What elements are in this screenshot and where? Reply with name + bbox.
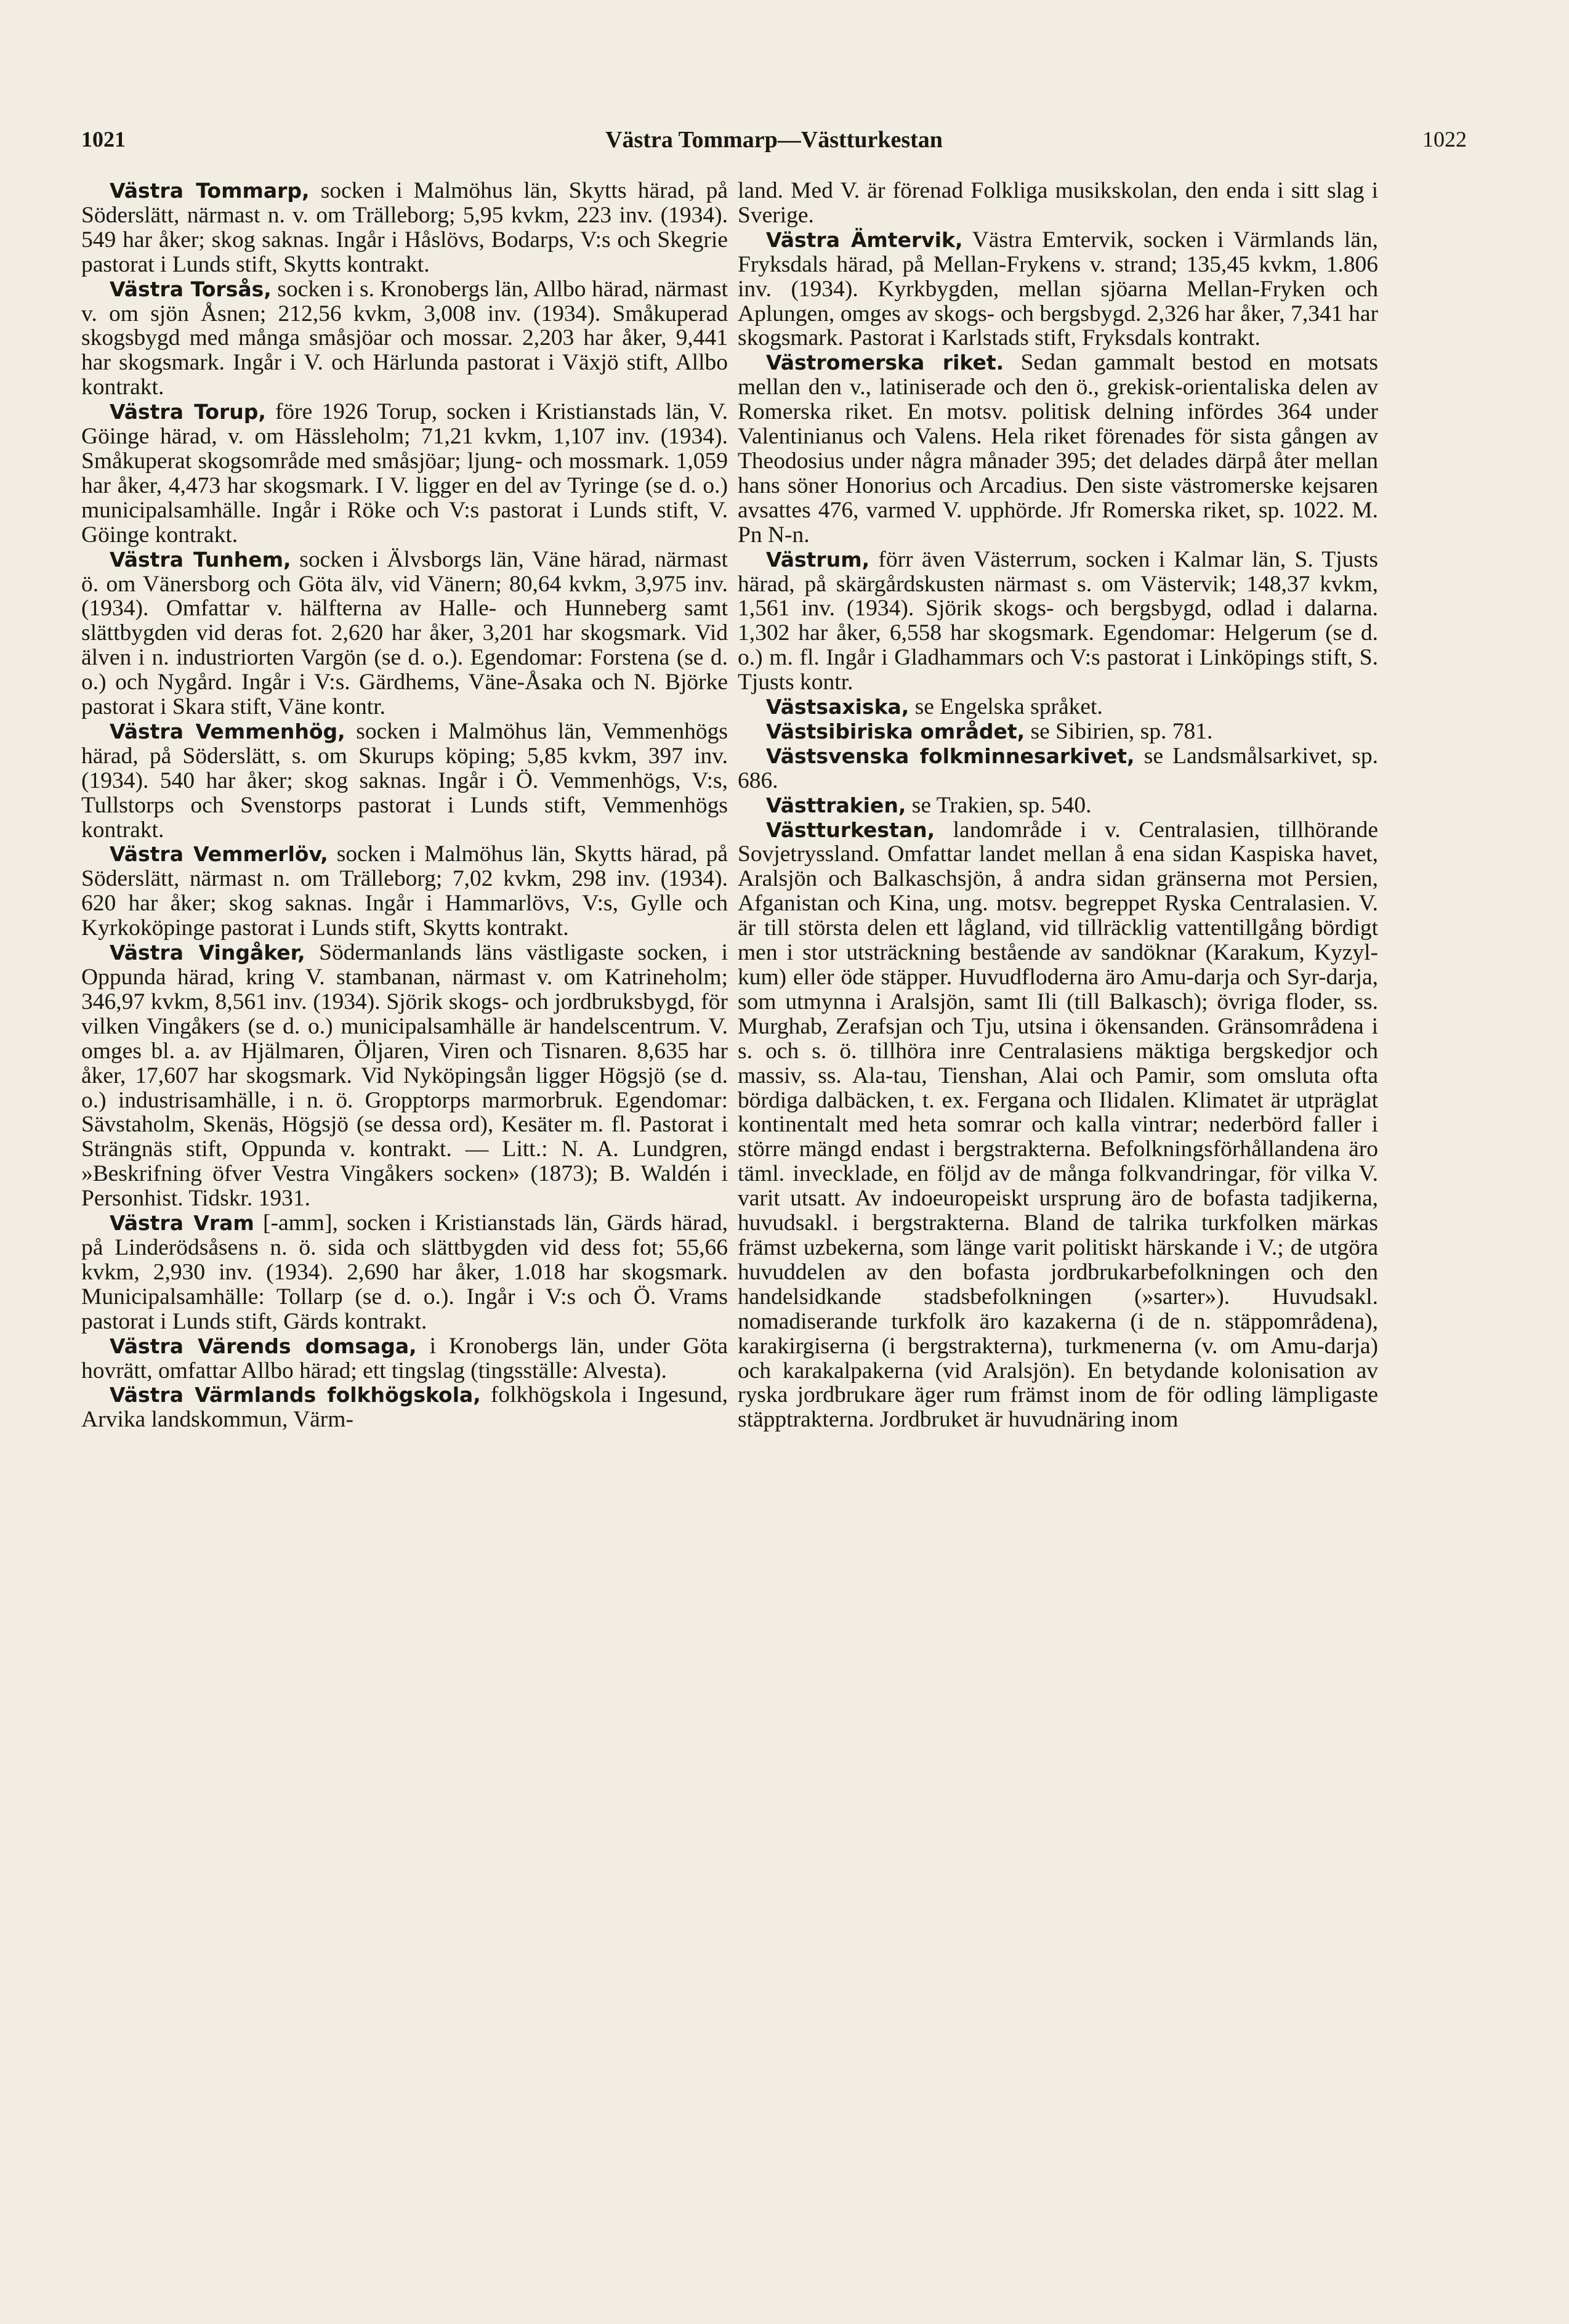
article-entry [81,1211,728,1334]
article-entry [738,719,1378,744]
article-entry [81,941,728,1211]
article-entry [738,695,1378,719]
article-entry [81,842,728,941]
article-entry [81,548,728,719]
entry-text: socken i s. Kronobergs län, Allbo härad, närmast v. om sjön Åsnen; 212,56 kvkm, 3,008 inv. (1934). Småkuperad skogsbygd med många småsjöar och mossar. 2,203 har åker, 9,441 har skogsmark. Ingår i V. och Härlunda pastorat i Växjö stift, Allbo kontrakt. [81,276,728,400]
article-entry [738,793,1378,818]
article-entry [738,818,1378,1433]
article-entry [81,400,728,547]
entry-text: socken i Älvsborgs län, Väne härad, närmast ö. om Vänersborg och Göta älv, vid Vänern; 80,64 kvkm, 3,975 inv. (1934). Omfattar v. hälfterna av Halle- och Hunneberg samt slättbygden vid deras fot. 2,620 har åker, 3,201 har skogsmark. Vid älven i n. industriorten Vargön (se d. o.). Egendomar: Forstena (se d. o.) och Nygård. Ingår i V:s. Gärdhems, Väne-Åsaka och N. Björke pastorat i Skara stift, Väne kontr. [81,546,728,720]
page-number-left: 1021 [81,127,126,152]
entry-text: se Engelska språket. [909,694,1103,720]
entry-headword: Västrum, [766,547,870,572]
entry-text: land. Med V. är förenad Folkliga musikskolan, den enda i sitt slag i Sverige. [738,178,1378,228]
entry-headword: Västturkestan, [766,817,935,842]
entry-text: före 1926 Torup, socken i Kristianstads län, V. Göinge härad, v. om Hässleholm; 71,21 kvkm, 1,107 inv. (1934). Småkuperat skogsområde med småsjöar; ljung- och mossmark. 1,059 har åker, 4,473 har skogsmark. I V. ligger en del av Tyringe (se d. o.) municipalsamhälle. Ingår i Röke och V:s pastorat i Lunds stift, V. Göinge kontrakt. [81,399,728,548]
entry-text: Sedan gammalt bestod en motsats mellan den v., latiniserade och den ö., grekisk-orientaliska delen av Romerska riket. En motsv. politisk delning infördes 364 under Valentinianus och Valens. Hela riket förenades för sista gången av Theodosius under några månader 395; det delades därpå åter mellan hans söner Honorius och Arcadius. Den siste västromerske kejsaren avsattes 476, varmed V. upphörde. Jfr Romerska riket, sp. 1022. M. Pn N-n. [738,350,1378,548]
entry-text: socken i Malmöhus län, Skytts härad, på Söderslätt, närmast n. v. om Trälleborg; 5,95 kvkm, 223 inv. (1934). 549 har åker; skog saknas. Ingår i Håslövs, Bodarps, V:s och Skegrie pastorat i Lunds stift, Skytts kontrakt. [81,178,728,277]
article-entry [738,228,1378,351]
entry-text: se Landsmålsarkivet, sp. 686. [738,743,1379,793]
page-number-right: 1022 [1422,127,1467,152]
entry-headword: Västra Vemmerlöv, [110,842,328,867]
article-entry [738,179,1378,228]
article-entry [81,277,728,400]
entry-headword: Västsibiriska området, [766,719,1025,743]
entry-headword: Västra Vram [110,1211,254,1236]
entry-text: [-amm], socken i Kristianstads län, Gärds härad, på Linderödsåsens n. ö. sida och slättbygden vid dess fot; 55,66 kvkm, 2,930 inv. (1934). 2,690 har åker, 1.018 har skogsmark. Municipalsamhälle: Tollarp (se d. o.). Ingår i V:s och Ö. Vrams pastorat i Lunds stift, Gärds kontrakt. [81,1210,728,1334]
article-entry [738,744,1378,793]
entry-headword: Västra Tommarp, [110,179,310,203]
entry-text: se Trakien, sp. 540. [906,792,1092,818]
entry-headword: Västra Torsås, [110,277,272,301]
page-header [81,126,1467,163]
article-entry [738,548,1378,695]
running-title: Västra Tommarp—Västturkestan [605,127,943,153]
entry-headword: Västtrakien, [766,793,906,817]
entry-headword: Västsvenska folkminnesarkivet, [766,743,1135,768]
entry-text: se Sibirien, sp. 781. [1025,718,1213,744]
article-entry [81,719,728,843]
entry-text: i Kronobergs län, under Göta hovrätt, omfattar Allbo härad; ett tingslag (tingsställe: Alvesta). [81,1333,728,1383]
entry-text: socken i Malmöhus län, Vemmenhögs härad, på Söderslätt, s. om Skurups köping; 5,85 kvkm, 397 inv. (1934). 540 har åker; skog saknas. Ingår i Ö. Vemmenhögs, V:s, Tullstorps och Svenstorps pastorat i Lunds stift, Vemmenhögs kontrakt. [81,718,728,843]
entry-headword: Västsaxiska, [766,695,910,719]
article-entry [81,179,728,277]
left-column [81,179,728,1432]
article-entry [738,350,1378,547]
entry-headword: Västromerska riket. [766,350,1004,375]
entry-headword: Västra Värends domsaga, [110,1334,417,1358]
article-entry [81,1383,728,1432]
entry-text: folkhögskola i Ingesund, Arvika landskommun, Värm- [81,1382,728,1433]
entry-headword: Västra Värmlands folkhögskola, [110,1383,481,1407]
entry-text: förr även Västerrum, socken i Kalmar län, S. Tjusts härad, på skärgårdskusten närmast s. om Västervik; 148,37 kvkm, 1,561 inv. (1934). Sjörik skogs- och bergsbygd, odlad i dalarna. 1,302 har åker, 6,558 har skogsmark. Egendomar: Helgerum (se d. o.) m. fl. Ingår i Gladhammars och V:s pastorat i Linköpings stift, S. Tjusts kontr. [738,546,1378,695]
entry-text: Södermanlands läns västligaste socken, i Oppunda härad, kring V. stambanan, närmast v. om Katrineholm; 346,97 kvkm, 8,561 inv. (1934). Sjörik skogs- och jordbruksbygd, för vilken Vingåkers (se d. o.) municipalsamhälle är handelscentrum. V. omges bl. a. av Hjälmaren, Öljaren, Viren och Tisnaren. 8,635 har åker, 17,607 har skogsmark. Vid Nyköpingsån ligger Högsjö (se d. o.) industrisamhälle, i n. ö. Gropptorps marmorbruk. Egendomar: Sävstaholm, Skenäs, Högsjö (se dessa ord), Kesäter m. fl. Pastorat i Strängnäs stift, Oppunda v. kontrakt. — Litt.: N. A. Lundgren, »Beskrifning öfver Vestra Vingåkers socken» (1873); B. Waldén i Personhist. Tidskr. 1931. [81,940,728,1212]
entry-headword: Västra Vemmenhög, [110,719,345,743]
entry-text: Västra Emtervik, socken i Värmlands län, Fryksdals härad, på Mellan-Frykens v. strand; 135,45 kvkm, 1.806 inv. (1934). Kyrkbygden, mellan sjöarna Mellan-Fryken och Aplungen, omges av skogs- och bergsbygd. 2,326 har åker, 7,341 har skogsmark. Pastorat i Karlstads stift, Fryksdals kontrakt. [738,227,1378,351]
article-entry [81,1334,728,1383]
right-column [738,179,1378,1432]
entry-headword: Västra Vingåker, [110,941,305,965]
entry-text: landområde i v. Centralasien, tillhörande Sovjetryssland. Omfattar landet mellan å ena sidan Kaspiska havet, Aralsjön och Balkaschsjön, å andra sidan gränserna mot Persien, Afganistan och Kina, ung. motsv. begreppet Ryska Centralasien. V. är till största delen ett lågland, vid tillräcklig vattentillgång bördigt men i stor utsträckning bestående av sandöknar (Karakum, Kyzyl-kum) eller öde stäpper. Huvudfloderna äro Amu-darja och Syr-darja, som utmynna i Aralsjön, samt Ili (till Balkasch); övriga floder, ss. Murghab, Zerafsjan och Tju, utsina i ökensanden. Gränsområdena i s. och s. ö. tillhöra inre Centralasiens mäktiga bergskedjor och massiv, ss. Ala-tau, Tienshan, Alai och Pamir, som omsluta ofta bördiga dalbäcken, t. ex. Fergana och Ilidalen. Klimatet är utpräglat kontinentalt med heta somrar och kalla vintrar; nederbörd faller i större mängd endast i bergstrakterna. Befolkningsförhållandena äro täml. invecklade, en följd av de många folkvandringar, för vilka V. varit utsatt. Av indoeuropeiskt ursprung äro de bofasta tadjikerna, huvudsakl. i bergstrakterna. Bland de talrika turkfolken märkas främst uzbekerna, som länge varit politiskt härskande i V.; de utgöra huvuddelen av den bofasta jordbrukarbefolkningen och den handelsidkande stadsbefolkningen (»sarter»). Huvudsakl. nomadiserande turkfolk äro kazakerna (i de n. stäppområdena), karakirgiserna (i bergstrakterna), turkmenerna (v. om Amu-darja) och karakalpakerna (vid Aralsjön). En betydande kolonisation av ryska jordbrukare äger rum främst inom de för odling lämpligaste stäpptrakterna. Jordbruket är huvudnäring inom [738,817,1378,1433]
entry-text: socken i Malmöhus län, Skytts härad, på Söderslätt, närmast n. om Trälleborg; 7,02 kvkm, 298 inv. (1934). 620 har åker; skog saknas. Ingår i Hammarlövs, V:s, Gylle och Kyrkoköpinge pastorat i Lunds stift, Skytts kontrakt. [81,841,728,941]
entry-headword: Västra Tunhem, [110,547,291,572]
entry-headword: Västra Torup, [110,400,266,424]
entry-headword: Västra Ämtervik, [766,227,963,252]
